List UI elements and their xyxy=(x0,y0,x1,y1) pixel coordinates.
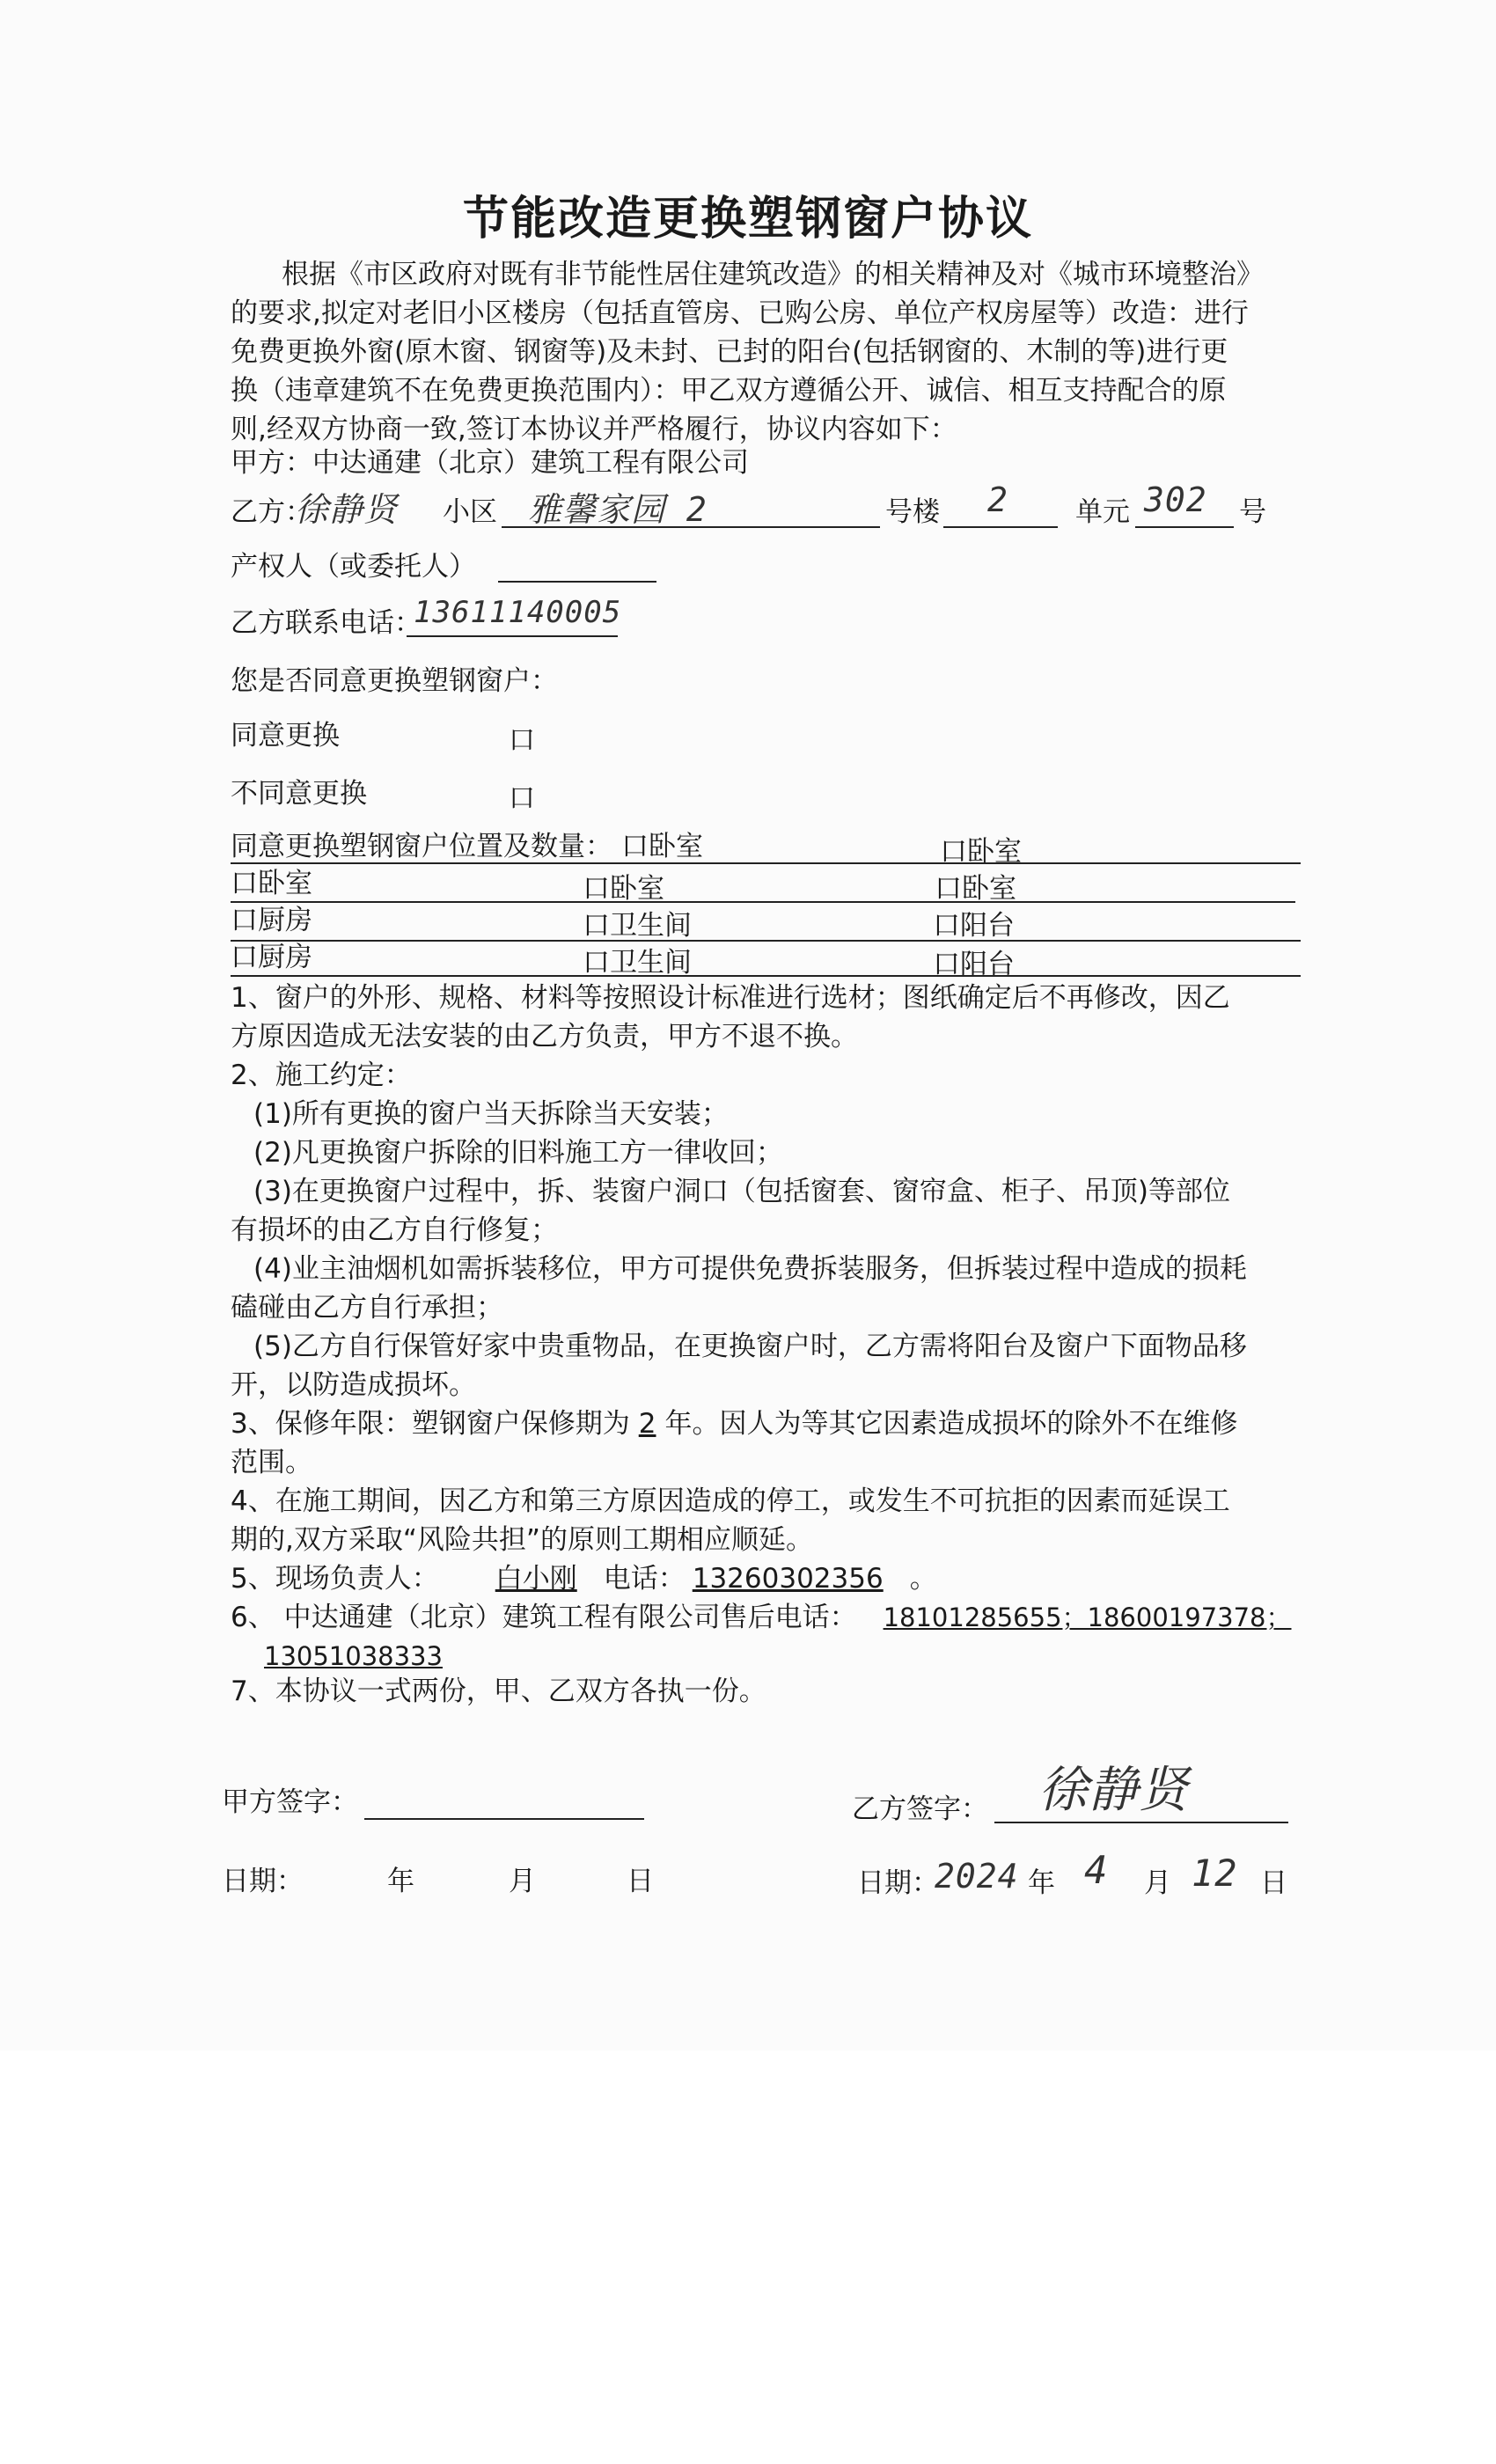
party-b-date-month-value: 4 xyxy=(1084,1848,1109,1893)
window-option-bathroom[interactable]: 口卫生间 xyxy=(583,910,692,942)
party-b-sign-label: 乙方签字： xyxy=(852,1793,988,1825)
windows-label: 同意更换塑钢窗户位置及数量： xyxy=(231,831,612,862)
community-underline xyxy=(502,526,880,528)
clause-6-line-2 xyxy=(264,1637,478,1676)
clause-1-line-1: 1、窗户的外形、规格、材料等按照设计标准进行选材；图纸确定后不再修改，因乙 xyxy=(231,982,1230,1014)
building-underline xyxy=(943,526,1058,528)
party-a-sign-label: 甲方签字： xyxy=(222,1786,358,1818)
clause-1-line-2: 方原因造成无法安装的由乙方负责，甲方不退不换。 xyxy=(231,1021,858,1052)
clause-2: 2、施工约定： xyxy=(231,1060,412,1091)
clause-4-line-2: 期的,双方采取“风险共担”的原则工期相应顺延。 xyxy=(231,1524,813,1556)
window-option-balcony[interactable]: 口阳台 xyxy=(933,949,1015,980)
party-a-date-month: 月 xyxy=(509,1866,536,1897)
after-sales-phone-3: 13051038333 xyxy=(264,1641,443,1671)
intro-line-5: 则,经双方协商一致,签订本协议并严格履行，协议内容如下： xyxy=(231,414,957,445)
party-b-date-day-value: 12 xyxy=(1192,1852,1238,1895)
agree-label: 同意更换 xyxy=(231,720,340,752)
window-option-kitchen[interactable]: 口厨房 xyxy=(231,905,312,936)
party-a-date-day: 日 xyxy=(627,1866,654,1897)
clause-2-1: (1)所有更换的窗户当天拆除当天安装； xyxy=(253,1098,729,1130)
window-option-bedroom[interactable]: 口卧室 xyxy=(231,868,312,899)
clause-3-prefix: 3、保修年限：塑钢窗户保修期为 xyxy=(231,1408,630,1440)
window-option-bedroom[interactable]: 口卧室 xyxy=(621,831,703,862)
intro-line-1: 根据《市区政府对既有非节能性居住建筑改造》的相关精神及对《城市环境整治》 xyxy=(282,259,1264,290)
clause-5 xyxy=(231,1559,937,1598)
party-b-date-month: 月 xyxy=(1144,1867,1171,1899)
clause-4-line-1: 4、在施工期间，因乙方和第三方原因造成的停工，或发生不可抗拒的因素而延误工 xyxy=(231,1485,1230,1517)
windows-row-line xyxy=(231,862,1301,864)
document-title: 节能改造更换塑钢窗户协议 xyxy=(462,192,1033,246)
clause-2-4-line-2: 磕碰由乙方自行承担； xyxy=(231,1292,503,1324)
phone-value: 13611140005 xyxy=(414,595,622,630)
party-b-signature: 徐静贤 xyxy=(1038,1762,1189,1819)
party-b-label: 乙方： xyxy=(231,496,312,528)
clause-2-3-line-2: 有损坏的由乙方自行修复； xyxy=(231,1214,558,1246)
windows-row-line xyxy=(231,940,1301,942)
clause-2-4-line-1: (4)业主油烟机如需拆装移位，甲方可提供免费拆装服务，但拆装过程中造成的损耗 xyxy=(253,1253,1247,1285)
phone-label: 乙方联系电话： xyxy=(231,607,422,639)
clause-2-3-line-1: (3)在更换窗户过程中，拆、装窗户洞口（包括窗套、窗帘盒、柜子、吊顶)等部位 xyxy=(253,1176,1231,1207)
windows-row-line xyxy=(231,901,1295,903)
intro-line-3: 免费更换外窗(原木窗、钢窗等)及未封、已封的阳台(包括钢窗的、木制的等)进行更 xyxy=(231,336,1228,368)
clause-5-phone-label: 电话： xyxy=(603,1563,686,1595)
clause-5-prefix: 5、现场负责人： xyxy=(231,1563,439,1595)
party-a-sign-line[interactable] xyxy=(364,1818,644,1820)
party-a-date-label: 日期： xyxy=(222,1866,304,1897)
intro-line-4: 换（违章建筑不在免费更换范围内）：甲乙双方遵循公开、诚信、相互支持配合的原 xyxy=(231,375,1227,407)
clause-5-end: 。 xyxy=(909,1563,937,1595)
unit-label: 单元 xyxy=(1075,496,1130,528)
party-b-sign-line[interactable] xyxy=(994,1822,1288,1823)
owner-label: 产权人（或委托人） xyxy=(231,551,476,583)
clause-2-2: (2)凡更换窗户拆除的旧料施工方一律收回； xyxy=(253,1137,783,1169)
window-option-bedroom[interactable]: 口卧室 xyxy=(935,873,1016,905)
clause-7: 7、本协议一式两份，甲、乙双方各执一份。 xyxy=(231,1676,766,1707)
clause-3-line-2: 范围。 xyxy=(231,1447,312,1478)
warranty-years: 2 xyxy=(638,1408,656,1440)
building-label: 号楼 xyxy=(885,496,940,528)
party-b-date-year-value: 2024 xyxy=(935,1857,1019,1896)
clause-2-5-line-1: (5)乙方自行保管好家中贵重物品，在更换窗户时，乙方需将阳台及窗户下面物品移 xyxy=(253,1331,1247,1362)
after-sales-phones: 18101285655；18600197378； xyxy=(883,1602,1292,1632)
community-name: 雅馨家园 2 xyxy=(528,490,708,529)
party-b-date-year: 年 xyxy=(1028,1867,1055,1899)
clause-6-line-1 xyxy=(231,1598,1292,1637)
disagree-checkbox[interactable]: 口 xyxy=(509,783,535,814)
clause-2-5-line-2: 开，以防造成损坏。 xyxy=(231,1369,476,1401)
party-a-date-year: 年 xyxy=(387,1866,414,1897)
consent-question: 您是否同意更换塑钢窗户： xyxy=(231,665,558,697)
intro-line-2: 的要求,拟定对老旧小区楼房（包括直管房、已购公房、单位产权房屋等）改造：进行 xyxy=(231,297,1249,329)
site-manager-name: 白小刚 xyxy=(495,1563,577,1595)
party-b-name: 徐静贤 xyxy=(295,490,399,529)
windows-row-line xyxy=(231,975,1301,977)
window-option-bedroom[interactable]: 口卧室 xyxy=(583,873,664,905)
community-label: 小区 xyxy=(443,496,497,528)
window-option-bathroom[interactable]: 口卫生间 xyxy=(583,947,692,979)
party-b-date-label: 日期： xyxy=(857,1867,939,1899)
party-a: 甲方：中达通建（北京）建筑工程有限公司 xyxy=(231,447,749,479)
unit-underline xyxy=(1135,526,1234,528)
clause-3-line-1 xyxy=(231,1404,1237,1443)
room-label: 号 xyxy=(1239,496,1266,528)
agree-checkbox[interactable]: 口 xyxy=(509,725,535,756)
owner-underline xyxy=(498,581,656,583)
window-option-kitchen[interactable]: 口厨房 xyxy=(231,942,312,973)
building-number: 2 xyxy=(987,480,1008,519)
unit-number: 302 xyxy=(1144,480,1207,519)
site-manager-phone: 13260302356 xyxy=(692,1563,884,1595)
disagree-label: 不同意更换 xyxy=(231,778,367,810)
window-option-bedroom[interactable]: 口卧室 xyxy=(940,836,1022,868)
window-option-balcony[interactable]: 口阳台 xyxy=(933,910,1015,942)
party-b-date-day: 日 xyxy=(1260,1867,1287,1899)
clause-6-prefix: 6、 中达通建（北京）建筑工程有限公司售后电话： xyxy=(231,1602,857,1633)
phone-underline xyxy=(407,635,618,637)
clause-3-suffix: 年。因人为等其它因素造成损坏的除外不在维修 xyxy=(664,1408,1238,1440)
